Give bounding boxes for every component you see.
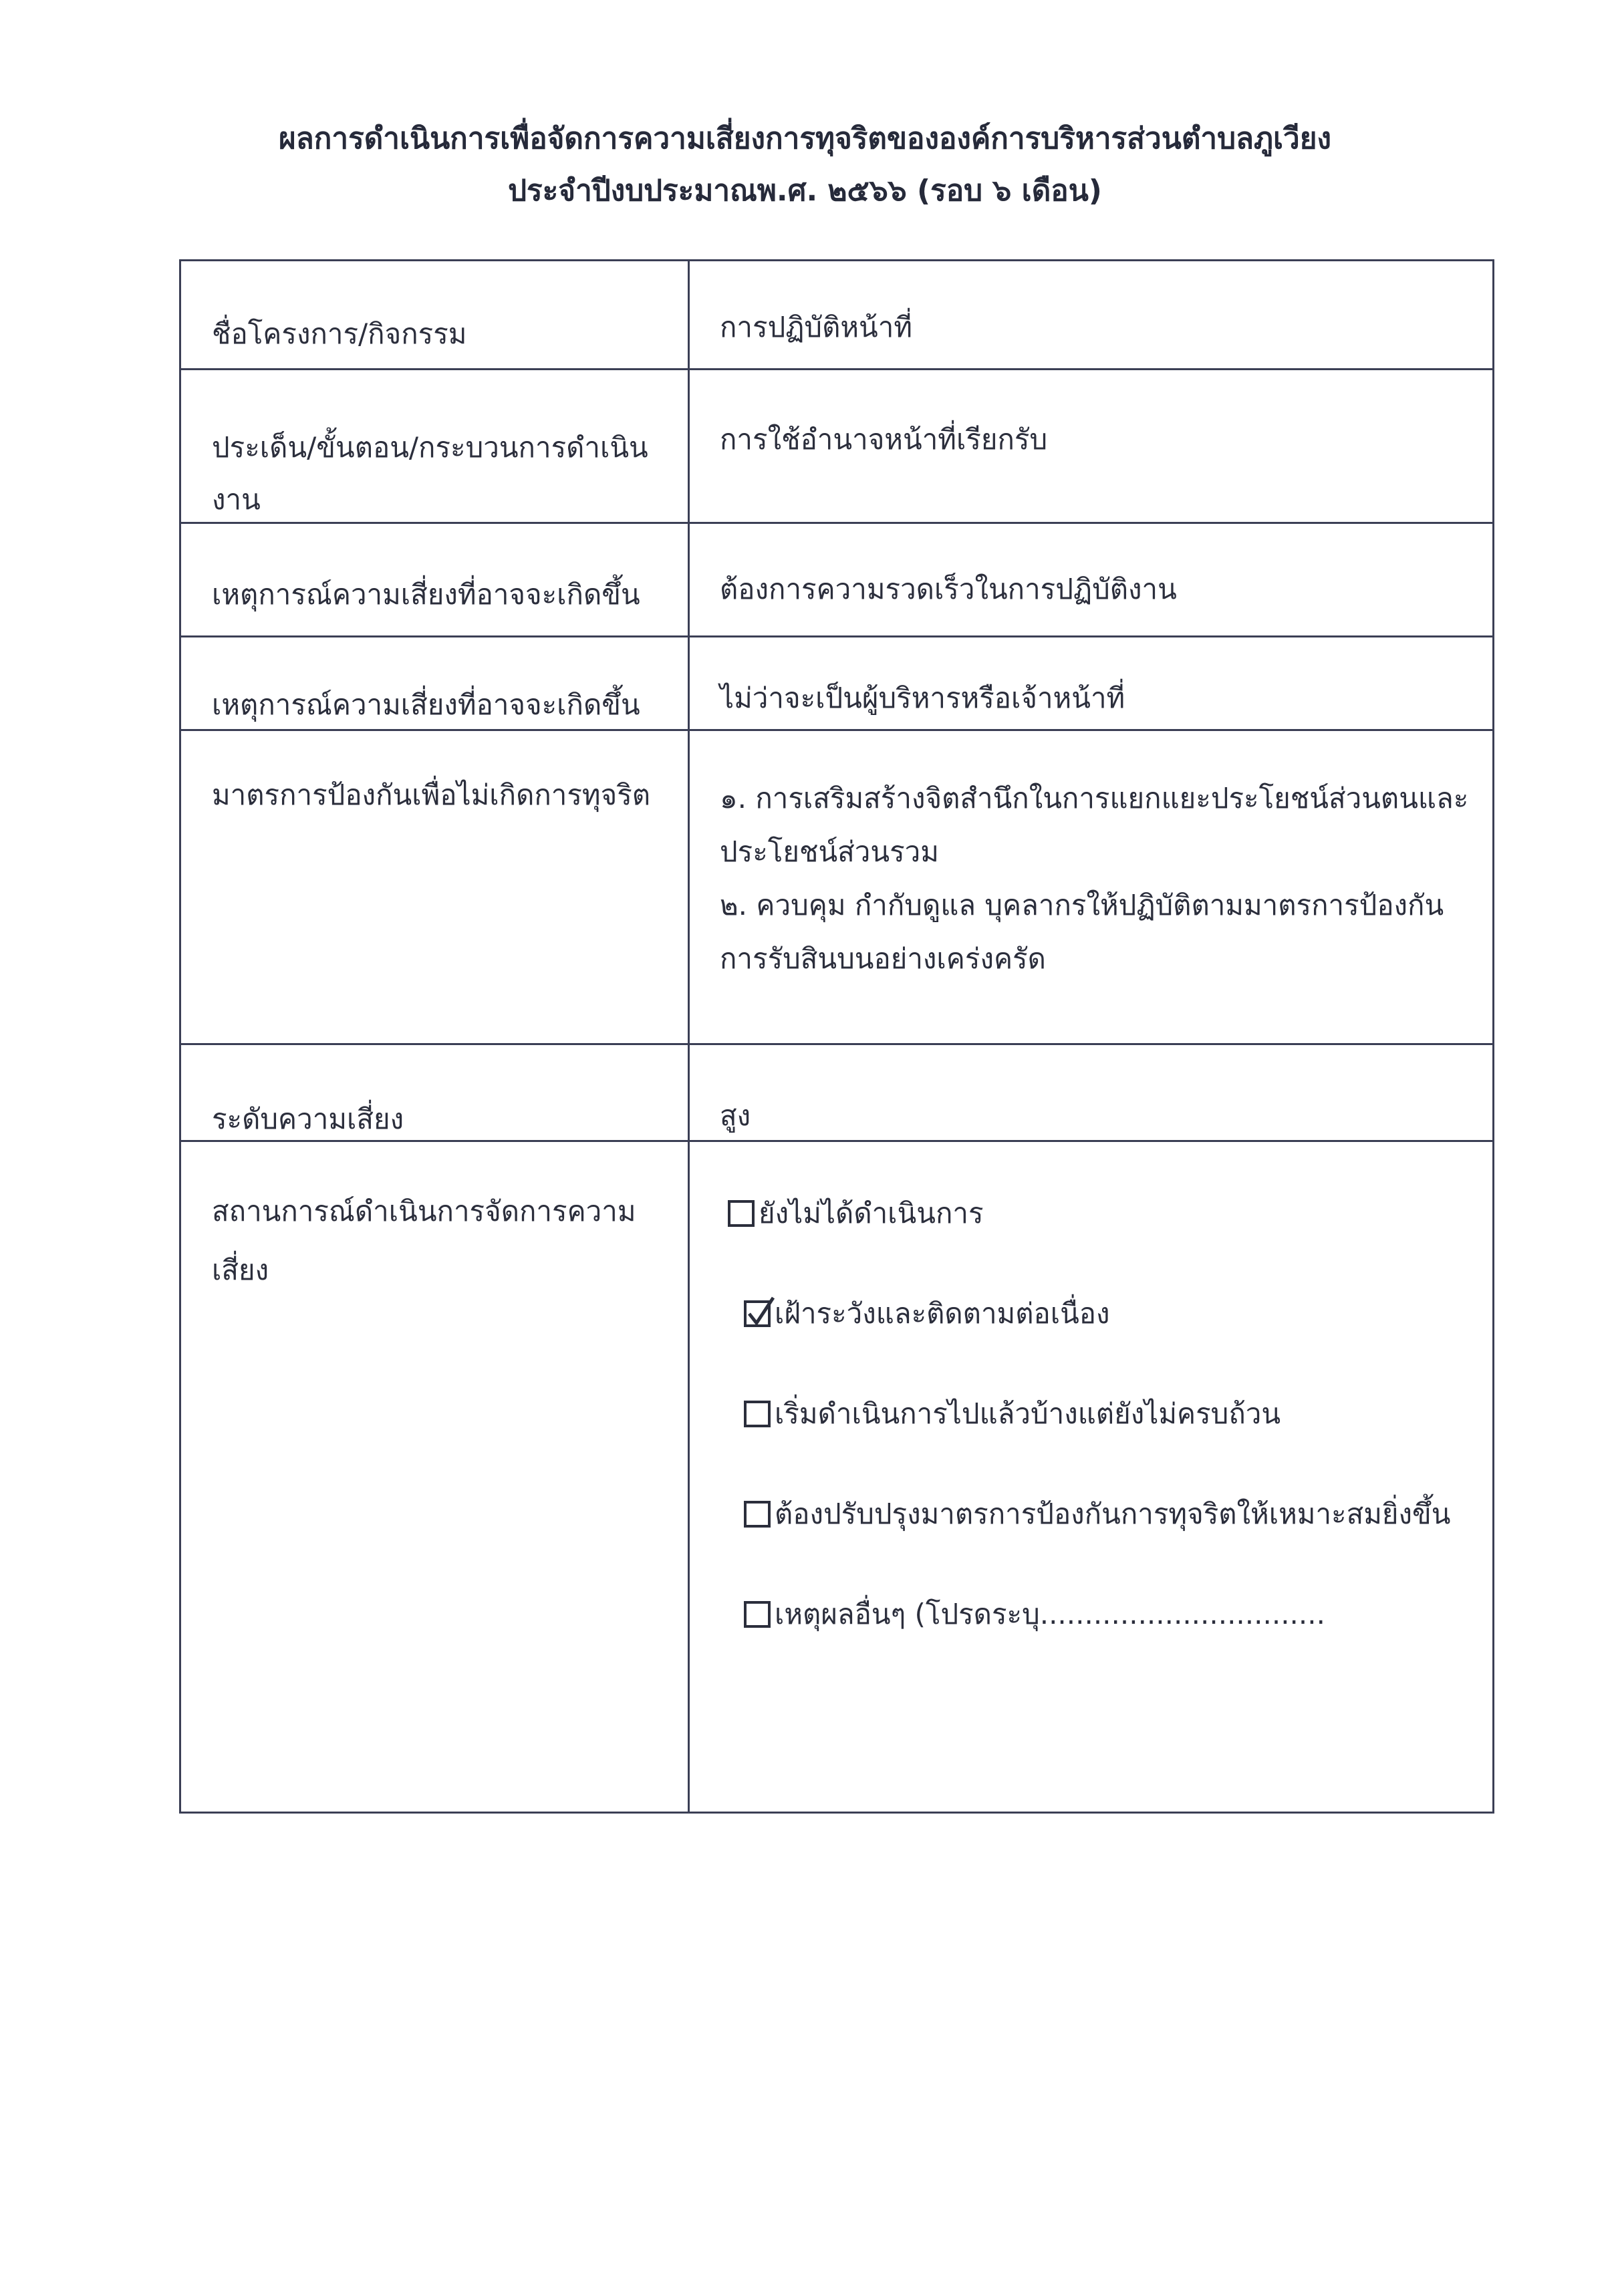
risk-table [179,259,1494,1814]
checkbox-icon[interactable] [744,1601,771,1628]
checkbox-icon[interactable] [744,1501,771,1528]
status-option-label: เฝ้าระวังและติดตามต่อเนื่อง [775,1297,1110,1330]
document-title-line-2: ประจำปีงบประมาณพ.ศ. ๒๕๖๖ (รอบ ๖ เดือน) [508,174,1102,208]
project-value: การปฏิบัติหน้าที่ [720,311,913,343]
checkbox-icon[interactable] [744,1401,771,1427]
risk-event-value-2: ไม่ว่าจะเป็นผู้บริหารหรือเจ้าหน้าที่ [720,682,1125,714]
checkbox-icon[interactable] [728,1200,755,1227]
measure-line-2: ประโยชน์ส่วนรวม [720,835,939,868]
risk-level-value: สูง [720,1099,751,1132]
row-divider [181,368,1492,370]
status-option-label: ต้องปรับปรุงมาตรการป้องกันการทุจริตให้เหมาะสมยิ่งขึ้น [775,1497,1451,1530]
status-option-label: ยังไม่ได้ดำเนินการ [759,1197,984,1230]
row-divider [181,635,1492,637]
status-option-partially-done[interactable] [744,1394,1281,1434]
risk-event-label-2: เหตุการณ์ความเสี่ยงที่อาจจะเกิดขึ้น [212,688,640,721]
status-label: สถานการณ์ดำเนินการจัดการความเสี่ยง [212,1195,636,1286]
status-option-label: เริ่มดำเนินการไปแล้วบ้างแต่ยังไม่ครบถ้วน [775,1397,1281,1430]
status-option-monitoring[interactable] [744,1294,1110,1334]
risk-event-label-1: เหตุการณ์ความเสี่ยงที่อาจจะเกิดขึ้น [212,578,640,611]
column-divider [688,261,690,1812]
issue-value: การใช้อำนาจหน้าที่เรียกรับ [720,423,1048,456]
status-option-not-started[interactable] [728,1193,984,1234]
measure-line-1: ๑. การเสริมสร้างจิตสำนึกในการแยกแยะประโยชน์ส่วนตนและ [720,782,1469,815]
checked-checkbox-icon[interactable] [744,1300,771,1327]
issue-label: ประเด็น/ขั้นตอน/กระบวนการดำเนินงาน [212,431,648,516]
project-label: ชื่อโครงการ/กิจกรรม [212,317,467,350]
document-title-line-1: ผลการดำเนินการเพื่อจัดการความเสี่ยงการทุจริตขององค์การบริหารส่วนตำบลภูเวียง [278,122,1332,156]
status-option-improve-measures[interactable] [744,1494,1450,1534]
status-option-other[interactable] [744,1594,1325,1634]
risk-level-label: ระดับความเสี่ยง [212,1103,404,1135]
row-divider [181,1043,1492,1045]
measure-label: มาตรการป้องกันเพื่อไม่เกิดการทุจริต [212,778,651,811]
risk-event-value-1: ต้องการความรวดเร็วในการปฏิบัติงาน [720,573,1177,605]
status-option-label: เหตุผลอื่นๆ (โปรดระบุ................................ [775,1598,1325,1630]
measure-line-3: ๒. ควบคุม กำกับดูแล บุคลากรให้ปฏิบัติตามมาตรการป้องกัน [720,889,1444,921]
measure-line-4: การรับสินบนอย่างเคร่งครัด [720,942,1046,975]
